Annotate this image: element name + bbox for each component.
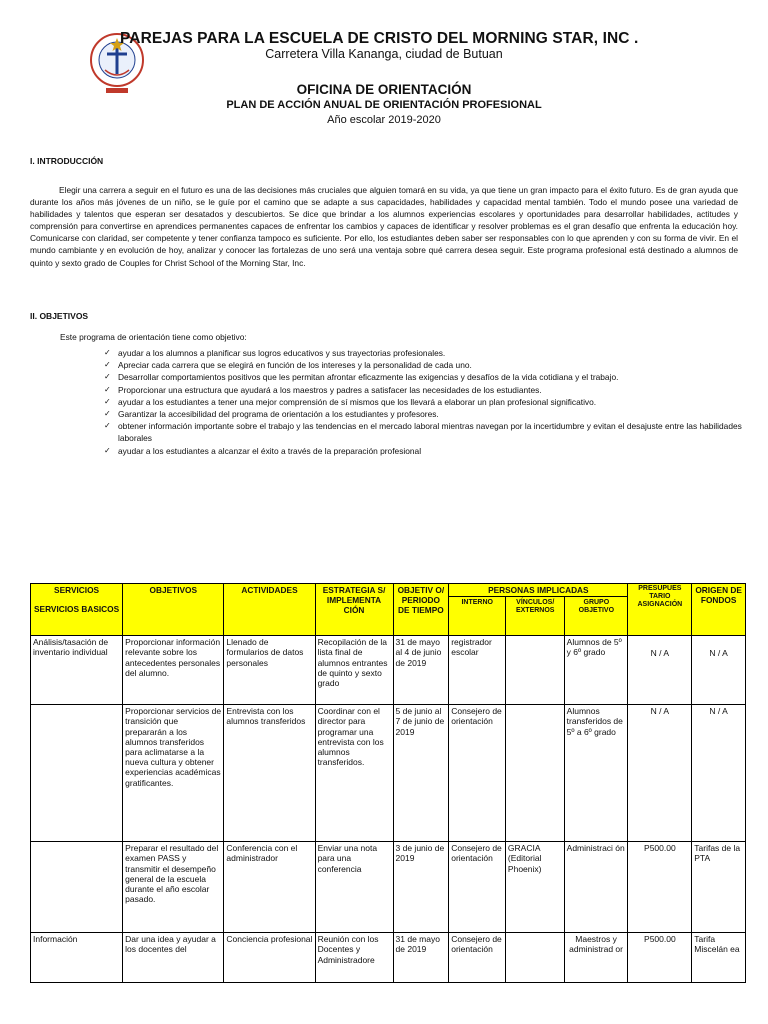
table-row: Proporcionar servicios de transición que prepararán a los alumnos transferidos para aclimatarse a la nueva cultura y obtener experiencias académicas gratificantes. Entrevista con los alumnos transferidos Coordinar con el director para programar una entrevista con los alumnos transferidos. 5 de junio al 7 de junio de 2019 Consejero de orientación Alumnos transferidos de 5º a 6º grado N / A N / A (31, 705, 746, 842)
table-row: Análisis/tasación de inventario individual Proporcionar información relevante sobre los antecedentes personales del alumno. Llenado de formularios de datos personales Recopilación de la lista final de alumnos entrantes de quinto y sexto grado 31 de mayo al 4 de junio de 2019 registrador escolar Alumnos de 5º y 6º grado N / A N / A (31, 636, 746, 705)
objectives-lead: Este programa de orientación tiene como objetivo: (60, 332, 247, 342)
office-title: OFICINA DE ORIENTACIÓN (296, 82, 472, 97)
table-row: Preparar el resultado del examen PASS y transmitir el desempeño general de la escuela durante el año escolar pasado. Conferencia con el administrador Enviar una nota para una conferencia 3 de junio de 2019 Consejero de orientación GRACIA (Editorial Phoenix) Administraci ón P500.00 Tarifas de la PTA (31, 842, 746, 933)
header-grupo: GRUPO OBJETIVO (578, 599, 615, 615)
checkmark-icon: ✓ (104, 421, 111, 431)
objective-item: ✓ ayudar a los estudiantes a alcanzar el éxito a través de la preparación profesional (104, 445, 422, 456)
objective-item: ✓ Garantizar la accesibilidad del programa de orientación a los estudiantes y profesores. (104, 409, 439, 420)
objective-item: ✓ Proporcionar una estructura que ayudará a los maestros y padres a satisfacer las necesidades de los estudiantes. (104, 384, 542, 395)
header-estrategias: ESTRATEGIA S/ IMPLEMENTA CIÓN (315, 584, 393, 636)
header-origen: ORIGEN DE FONDOS (692, 584, 746, 636)
objective-item: ✓ Desarrollar comportamientos positivos que les permitan afrontar eficazmente las exigencias y desafíos de la vida cotidiana y el trabajo. (104, 372, 619, 383)
school-name: PAREJAS PARA LA ESCUELA DE CRISTO DEL MORNING STAR, INC . (120, 30, 639, 47)
school-year: Año escolar 2019-2020 (327, 114, 441, 126)
header-vinculos: VÍNCULOS/ EXTERNOS (506, 597, 565, 635)
introduction-body: Elegir una carrera a seguir en el futuro es una de las decisiones más cruciales que alguien tomará en su vida, ya que tiene un gran impacto para el éxito futuro. Es de gran ayuda que durante los años más jóvenes de un niño, se le guíe por el camino que se adapte a sus capacidades, habilidades y capacidad mental también. Todo el mundo posee una variedad de habilidades y talentos que esperan ser desatados y descubiertos. Se dice que brindar a los alumnos experiencias escolares y oportunidades para desarrollar habilidades, actitudes y comprensión para convertirse en aprendices permanentes capaces de enfrentar los cambios y capaces de identificar y resolver problemas es el gran desafío que enfrenta la educación hoy. Comunicarse con claridad, ser competente y tener confianza tampoco es suficiente. Por ello, los estudiantes deben saber ser responsables con lo que aprenden y con su forma de vivir. En el mundo cambiante y en evolución de hoy, analizar y conocer las fortalezas de uno será una ventaja sobre qué carrera desea seguir. Este programa profesional está destinado a alumnos de quinto y sexto grado de Couples for Christ School of the Morning Star, Inc. (30, 185, 738, 268)
checkmark-icon: ✓ (104, 409, 111, 419)
checkmark-icon: ✓ (104, 360, 111, 370)
header-personas: PERSONAS IMPLICADAS INTERNO VÍNCULOS/ EXTERNOS GRUPO OBJETIVO (449, 584, 628, 636)
table-row: Información Dar una idea y ayudar a los docentes del Conciencia profesional Reunión con los Docentes y Administradore 31 de mayo de 2019 Consejero de orientación Maestros y administrad or P500.00 Tarifa Miscelán ea (31, 933, 746, 983)
header-periodo: OBJETIV O/ PERIODO DE TIEMPO (393, 584, 449, 636)
checkmark-icon: ✓ (104, 348, 111, 357)
table-header-row (31, 584, 746, 636)
header-interno: INTERNO (449, 597, 506, 635)
introduction-heading: I. INTRODUCCIÓN (30, 156, 104, 166)
objectives-list (104, 347, 744, 457)
school-address: Carretera Villa Kananga, ciudad de Butuan (265, 47, 503, 61)
objective-item: ✓ obtener información importante sobre el trabajo y las tendencias en el mercado laboral mientras navegan por la incertidumbre y evitan el desajuste entre las habilidades laborales (104, 421, 742, 444)
objective-item: ✓ ayudar a los alumnos a planificar sus logros educativos y sus trayectorias profesionales. (104, 348, 446, 358)
header-presupuesto: PRESUPUES TARIO ASIGNACIÓN (628, 584, 692, 636)
action-plan-table (30, 583, 746, 983)
checkmark-icon: ✓ (104, 396, 111, 406)
checkmark-icon: ✓ (104, 445, 111, 455)
checkmark-icon: ✓ (104, 384, 111, 394)
header-objetivos: OBJETIVOS (123, 584, 224, 636)
objective-item: ✓ ayudar a los estudiantes a tener una mejor comprensión de sí mismos que los llevará a elaborar un plan profesional significativo. (104, 396, 597, 407)
objective-item: ✓ Apreciar cada carrera que se elegirá en función de los intereses y la personalidad de cada uno. (104, 360, 472, 371)
objectives-heading: II. OBJETIVOS (30, 311, 89, 321)
checkmark-icon: ✓ (104, 372, 111, 382)
plan-title: PLAN DE ACCIÓN ANUAL DE ORIENTACIÓN PROFESIONAL (226, 99, 542, 111)
header-servicios: SERVICIOS SERVICIOS BASICOS (31, 584, 123, 636)
header-actividades: ACTIVIDADES (224, 584, 315, 636)
